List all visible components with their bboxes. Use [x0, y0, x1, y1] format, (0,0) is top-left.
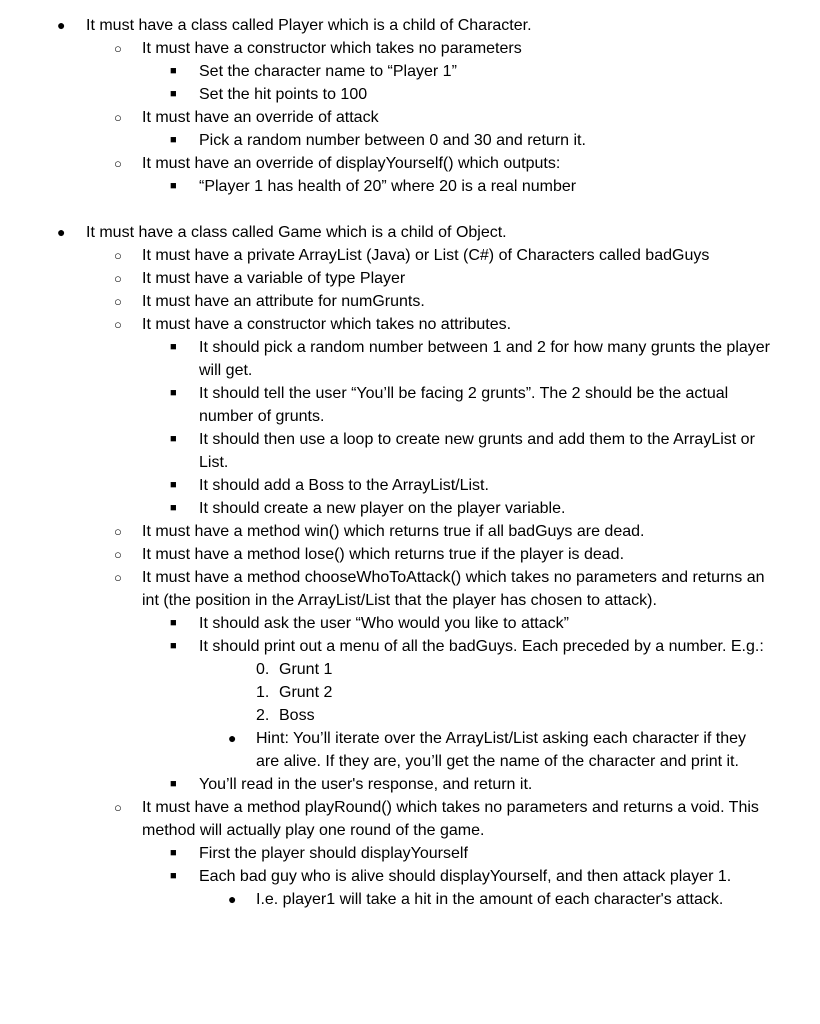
filled-circle-bullet-icon: ● [228, 730, 237, 746]
hollow-circle-bullet-icon: ○ [114, 271, 122, 286]
list-item [0, 428, 774, 474]
square-bullet-icon: ■ [170, 88, 177, 100]
list-item-text: It must have a method lose() which returns true if the player is dead. [142, 546, 625, 563]
list-item-text: It should then use a loop to create new grunts and add them to the ArrayList or List. [199, 431, 755, 471]
list-item-text: Each bad guy who is alive should displayYourself, and then attack player 1. [199, 868, 732, 885]
list-item-text: It must have a class called Player which is a child of Character. [86, 17, 532, 34]
list-item [0, 106, 782, 129]
list-item-text: It must have a constructor which takes no attributes. [142, 316, 512, 333]
hollow-circle-bullet-icon: ○ [114, 110, 122, 125]
list-item-text: It must have a class called Game which is a child of Object. [86, 224, 507, 241]
filled-circle-bullet-icon: ● [228, 891, 237, 907]
square-bullet-icon: ■ [170, 180, 177, 192]
square-bullet-icon: ■ [170, 640, 177, 652]
list-item [0, 796, 782, 842]
list-item [0, 152, 782, 175]
square-bullet-icon: ■ [170, 387, 177, 399]
list-item-text: It should pick a random number between 1 and 2 for how many grunts the player will get. [199, 339, 770, 379]
list-item-text: I.e. player1 will take a hit in the amount of each character's attack. [256, 891, 724, 908]
list-item-text: It should add a Boss to the ArrayList/List. [199, 477, 489, 494]
list-item [0, 888, 768, 911]
list-item [0, 221, 776, 244]
list-item [0, 842, 774, 865]
hollow-circle-bullet-icon: ○ [114, 570, 122, 585]
list-number: 1. [256, 684, 270, 701]
list-item [0, 175, 774, 198]
list-item [0, 37, 782, 60]
list-item-text: It should tell the user “You’ll be facing 2 grunts”. The 2 should be the actual number of grunts. [199, 385, 729, 425]
hollow-circle-bullet-icon: ○ [114, 547, 122, 562]
list-item [0, 313, 782, 336]
hollow-circle-bullet-icon: ○ [114, 156, 122, 171]
list-item-text: First the player should displayYourself [199, 845, 468, 862]
list-number: 0. [256, 661, 270, 678]
square-bullet-icon: ■ [170, 617, 177, 629]
list-number: 2. [256, 707, 270, 724]
list-item [0, 382, 774, 428]
list-item [0, 566, 782, 612]
list-item-text: It must have a method chooseWhoToAttack() which takes no parameters and returns an int (the position in the ArrayList/List that the player has chosen to attack). [142, 569, 765, 609]
list-item-text: Pick a random number between 0 and 30 and return it. [199, 132, 586, 149]
hollow-circle-bullet-icon: ○ [114, 248, 122, 263]
list-item [0, 865, 774, 888]
square-bullet-icon: ■ [170, 65, 177, 77]
list-item-text: It must have an override of displayYourself() which outputs: [142, 155, 561, 172]
filled-circle-bullet-icon: ● [57, 17, 66, 33]
list-item-text: It should create a new player on the player variable. [199, 500, 566, 517]
list-item [0, 244, 782, 267]
list-item-text: Boss [279, 707, 315, 724]
list-item [0, 704, 739, 727]
list-item [0, 267, 782, 290]
square-bullet-icon: ■ [170, 870, 177, 882]
list-item [0, 290, 782, 313]
list-item [0, 14, 776, 37]
list-item-text: “Player 1 has health of 20” where 20 is a real number [199, 178, 577, 195]
list-item [0, 612, 774, 635]
list-item [0, 520, 782, 543]
list-item-text: It must have a private ArrayList (Java) or List (C#) of Characters called badGuys [142, 247, 710, 264]
hollow-circle-bullet-icon: ○ [114, 317, 122, 332]
list-item-text: You’ll read in the user's response, and return it. [199, 776, 533, 793]
square-bullet-icon: ■ [170, 134, 177, 146]
square-bullet-icon: ■ [170, 847, 177, 859]
list-item [0, 658, 739, 681]
document-body [0, 14, 820, 911]
square-bullet-icon: ■ [170, 341, 177, 353]
list-item [0, 83, 774, 106]
hollow-circle-bullet-icon: ○ [114, 524, 122, 539]
list-item-text: Hint: You’ll iterate over the ArrayList/List asking each character if they are alive. If they are, you’ll get the name of the character and print it. [256, 730, 747, 770]
list-item [0, 129, 774, 152]
list-item [0, 635, 774, 658]
list-item-text: It should print out a menu of all the badGuys. Each preceded by a number. E.g.: [199, 638, 764, 655]
square-bullet-icon: ■ [170, 778, 177, 790]
filled-circle-bullet-icon: ● [57, 224, 66, 240]
square-bullet-icon: ■ [170, 502, 177, 514]
list-item [0, 60, 774, 83]
list-item-text: Set the character name to “Player 1” [199, 63, 457, 80]
list-item-text: Grunt 1 [279, 661, 333, 678]
list-item-text: It must have an override of attack [142, 109, 379, 126]
square-bullet-icon: ■ [170, 479, 177, 491]
list-item [0, 681, 739, 704]
hollow-circle-bullet-icon: ○ [114, 41, 122, 56]
list-item-text: Grunt 2 [279, 684, 333, 701]
section-spacer [0, 198, 820, 221]
list-item-text: It must have a constructor which takes no parameters [142, 40, 522, 57]
list-item [0, 336, 774, 382]
hollow-circle-bullet-icon: ○ [114, 800, 122, 815]
list-item [0, 497, 774, 520]
hollow-circle-bullet-icon: ○ [114, 294, 122, 309]
list-item-text: It should ask the user “Who would you like to attack” [199, 615, 569, 632]
list-item-text: It must have an attribute for numGrunts. [142, 293, 425, 310]
list-item [0, 474, 774, 497]
list-item [0, 727, 768, 773]
square-bullet-icon: ■ [170, 433, 177, 445]
list-item [0, 773, 774, 796]
list-item-text: It must have a variable of type Player [142, 270, 406, 287]
list-item-text: Set the hit points to 100 [199, 86, 368, 103]
list-item [0, 543, 782, 566]
list-item-text: It must have a method playRound() which takes no parameters and returns a void. This method will actually play one round of the game. [142, 799, 759, 839]
list-item-text: It must have a method win() which returns true if all badGuys are dead. [142, 523, 645, 540]
